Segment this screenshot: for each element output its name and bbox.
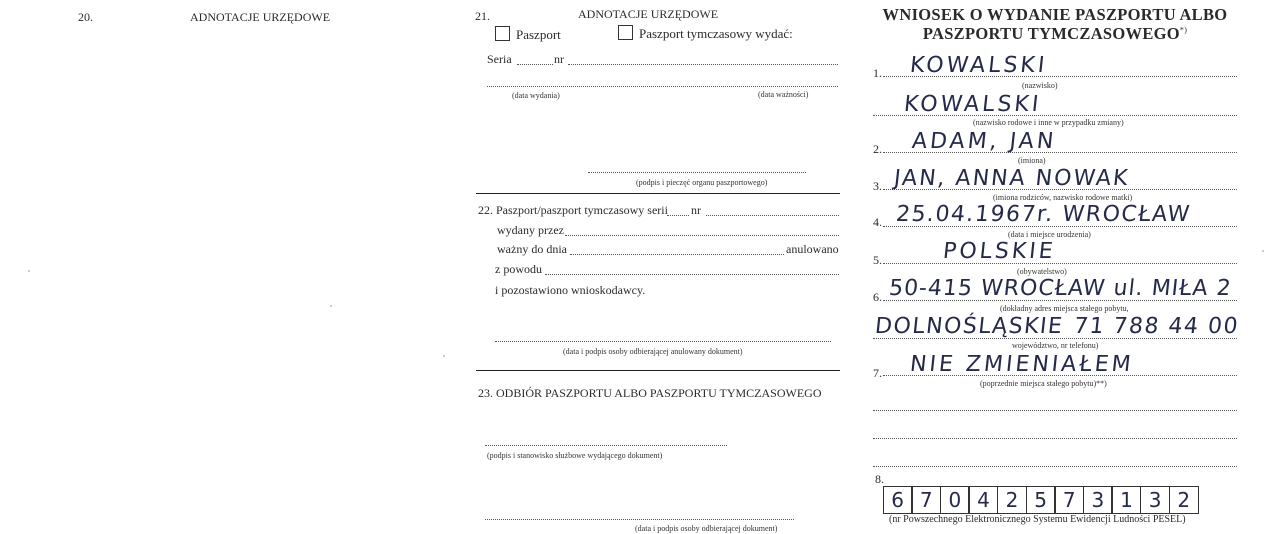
field-4-number: 4. <box>873 215 882 229</box>
pesel-digit[interactable]: 3 <box>1083 486 1113 514</box>
previous-residence-value[interactable]: NIE ZMIENIAŁEM <box>908 352 1135 377</box>
section-22-nr-field[interactable] <box>706 215 839 216</box>
scan-speck <box>330 305 332 307</box>
checkbox-temporary-passport[interactable] <box>618 25 793 42</box>
nr-label: nr <box>554 52 564 66</box>
issued-by-field[interactable] <box>565 235 839 236</box>
official-signature-field[interactable] <box>485 445 727 446</box>
receiver-signature-caption: (data i podpis osoby odbierającej dokument) <box>635 524 778 533</box>
checkbox-temporary-label: Paszport tymczasowy wydać: <box>639 26 793 41</box>
birth-caption: (data i miejsce urodzenia) <box>1008 230 1091 239</box>
citizenship-value[interactable]: POLSKIE <box>941 239 1057 264</box>
pesel-digit[interactable]: 6 <box>883 486 913 514</box>
section-21-heading: ADNOTACJE URZĘDOWE <box>578 7 719 21</box>
previous-residence-caption: (poprzednie miejsca stałego pobytu)**) <box>980 379 1107 388</box>
pesel-digit[interactable]: 2 <box>997 486 1027 514</box>
field-7-number: 7. <box>873 366 882 380</box>
field-8-number: 8. <box>875 472 884 486</box>
previous-residence-line-4[interactable] <box>873 466 1237 467</box>
checkbox-square[interactable] <box>618 25 633 40</box>
scan-speck <box>443 355 445 357</box>
province-caption: województwo, nr telefonu) <box>1012 341 1099 350</box>
parents-caption: (imiona rodziców, nazwisko rodowe matki) <box>993 193 1133 202</box>
first-names-value[interactable]: ADAM, JAN <box>910 129 1058 154</box>
divider <box>476 370 840 371</box>
citizenship-line <box>883 263 1237 264</box>
valid-date-caption: (data ważności) <box>758 90 809 99</box>
birth-value[interactable]: 25.04.1967r. WROCŁAW <box>894 202 1192 227</box>
cancel-signature-caption: (data i podpis osoby odbierającej anulowany dokument) <box>563 347 743 356</box>
pesel-digit[interactable]: 1 <box>1111 486 1141 514</box>
reason-field[interactable] <box>545 274 839 275</box>
section-22-nr: nr <box>691 203 701 217</box>
section-21-number: 21. <box>475 9 490 23</box>
checkbox-square[interactable] <box>495 26 510 41</box>
left-with-applicant-label: i pozostawiono wnioskodawcy. <box>495 283 646 297</box>
authority-signature-field[interactable] <box>588 172 806 173</box>
form-title-mark: *) <box>1179 25 1188 35</box>
phone-value[interactable]: 71 788 44 00 <box>1072 314 1241 339</box>
scan-speck <box>1262 250 1264 252</box>
authority-signature-caption: (podpis i pieczęć organu paszportowego) <box>636 178 768 187</box>
pesel-boxes[interactable] <box>884 486 1199 514</box>
reason-label: z powodu <box>495 262 542 276</box>
field-6-number: 6. <box>873 290 882 304</box>
issued-by-label: wydany przez <box>497 223 564 237</box>
field-5-number: 5. <box>873 253 882 267</box>
surname-caption: (nazwisko) <box>1022 81 1058 90</box>
first-names-caption: (imiona) <box>1018 156 1046 165</box>
pesel-digit[interactable]: 4 <box>968 486 998 514</box>
form-title-line2-wrap <box>868 24 1242 44</box>
field-2-number: 2. <box>873 142 882 156</box>
dates-field[interactable] <box>487 86 838 87</box>
checkbox-passport[interactable] <box>495 26 561 43</box>
receiver-signature-field[interactable] <box>485 519 794 520</box>
valid-until-field[interactable] <box>570 254 784 255</box>
previous-residence-line-2[interactable] <box>873 410 1237 411</box>
surname-value[interactable]: KOWALSKI <box>908 53 1049 78</box>
pesel-digit[interactable]: 7 <box>1054 486 1084 514</box>
section-22-label: 22. Paszport/paszport tymczasowy serii <box>478 203 668 217</box>
cancelled-label: anulowano <box>786 242 839 256</box>
pesel-digit[interactable]: 5 <box>1026 486 1056 514</box>
field-1-number: 1. <box>873 66 882 80</box>
address-caption: (dokładny adres miejsca stałego pobytu, <box>1000 304 1129 313</box>
official-signature-caption: (podpis i stanowisko służbowe wydającego dokument) <box>487 451 663 460</box>
address-value[interactable]: 50-415 WROCŁAW ul. MIŁA 2 <box>887 276 1233 301</box>
pesel-digit[interactable]: 2 <box>1169 486 1199 514</box>
divider <box>476 193 840 194</box>
cancel-signature-field[interactable] <box>495 341 831 342</box>
form-title-line2: PASZPORTU TYMCZASOWEGO <box>922 24 1180 43</box>
section-23-label: 23. ODBIÓR PASZPORTU ALBO PASZPORTU TYMCZASOWEGO <box>478 386 822 400</box>
seria-label: Seria <box>487 52 512 66</box>
checkbox-passport-label: Paszport <box>516 27 561 42</box>
section-20-number: 20. <box>78 10 93 24</box>
field-3-number: 3. <box>873 179 882 193</box>
valid-until-label: ważny do dnia <box>497 242 567 256</box>
form-title-line1: WNIOSEK O WYDANIE PASZPORTU ALBO <box>882 5 1228 24</box>
family-name-value[interactable]: KOWALSKI <box>902 92 1043 117</box>
pesel-caption: (nr Powszechnego Elektronicznego Systemu Ewidencji Ludności PESEL) <box>889 514 1186 525</box>
family-name-caption: (nazwisko rodowe i inne w przypadku zmiany) <box>973 118 1124 127</box>
issue-date-caption: (data wydania) <box>512 91 560 100</box>
pesel-digit[interactable]: 3 <box>1140 486 1170 514</box>
nr-field[interactable] <box>568 64 838 65</box>
citizenship-caption: (obywatelstwo) <box>1017 267 1067 276</box>
scan-speck <box>28 270 30 272</box>
section-20-heading: ADNOTACJE URZĘDOWE <box>190 10 331 24</box>
pesel-digit[interactable]: 0 <box>940 486 970 514</box>
previous-residence-line-3[interactable] <box>873 438 1237 439</box>
pesel-digit[interactable]: 7 <box>911 486 941 514</box>
series-field[interactable] <box>667 215 689 216</box>
seria-field[interactable] <box>517 64 553 65</box>
parents-value[interactable]: JAN, ANNA NOWAK <box>892 166 1131 191</box>
province-value[interactable]: DOLNOŚLĄSKIE <box>873 314 1065 339</box>
